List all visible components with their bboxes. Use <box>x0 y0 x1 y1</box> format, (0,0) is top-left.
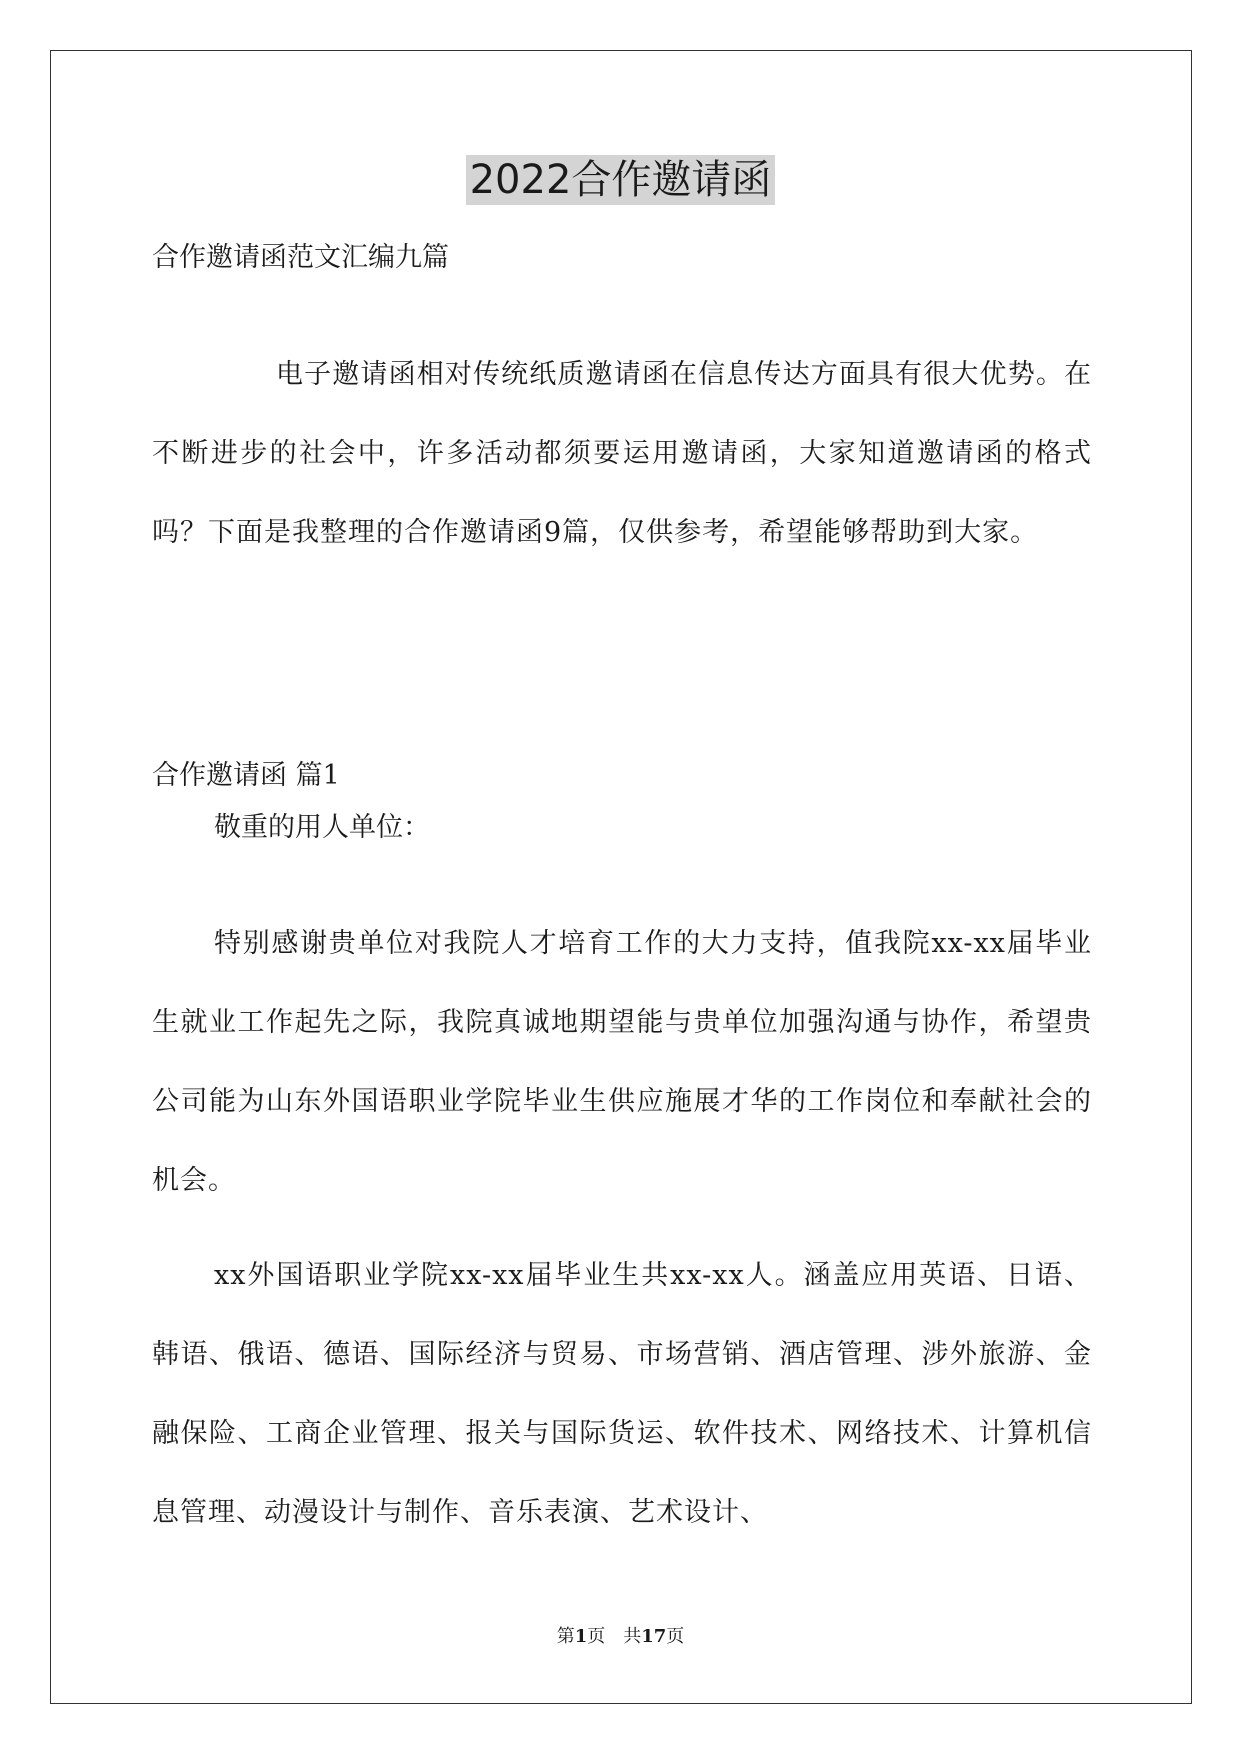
page-mid: 页 共 <box>587 1626 642 1647</box>
section-heading: 合作邀请函 篇1 <box>152 760 340 791</box>
document-subtitle: 合作邀请函范文汇编九篇 <box>152 242 449 273</box>
document-title-text: 2022合作邀请函 <box>466 155 776 205</box>
page-prefix: 第 <box>556 1626 575 1647</box>
body-paragraph: 特别感谢贵单位对我院人才培育工作的大力支持，值我院xx-xx届毕业生就业工作起先之际，我院真诚地期望能与贵单位加强沟通与协作，希望贵公司能为山东外国语职业学院毕业生供应施展才华的工作岗位和奉献社会的机会。 <box>152 928 1092 1196</box>
document-title <box>0 150 1241 210</box>
page-footer <box>0 1625 1241 1649</box>
salutation: 敬重的用人单位： <box>214 812 430 843</box>
page-current: 1 <box>574 1626 588 1647</box>
body-paragraph: xx外国语职业学院xx-xx届毕业生共xx-xx人。涵盖应用英语、日语、韩语、俄语、德语、国际经济与贸易、市场营销、酒店管理、涉外旅游、金融保险、工商企业管理、报关与国际货运、软件技术、网络技术、计算机信息管理、动漫设计与制作、音乐表演、艺术设计、 <box>152 1260 1092 1528</box>
page-suffix: 页 <box>666 1626 685 1647</box>
intro-paragraph: 电子邀请函相对传统纸质邀请函在信息传达方面具有很大优势。在不断进步的社会中，许多活动都须要运用邀请函，大家知道邀请函的格式吗？下面是我整理的合作邀请函9篇，仅供参考，希望能够帮助到大家。 <box>152 359 1092 548</box>
page-total: 17 <box>641 1626 667 1647</box>
